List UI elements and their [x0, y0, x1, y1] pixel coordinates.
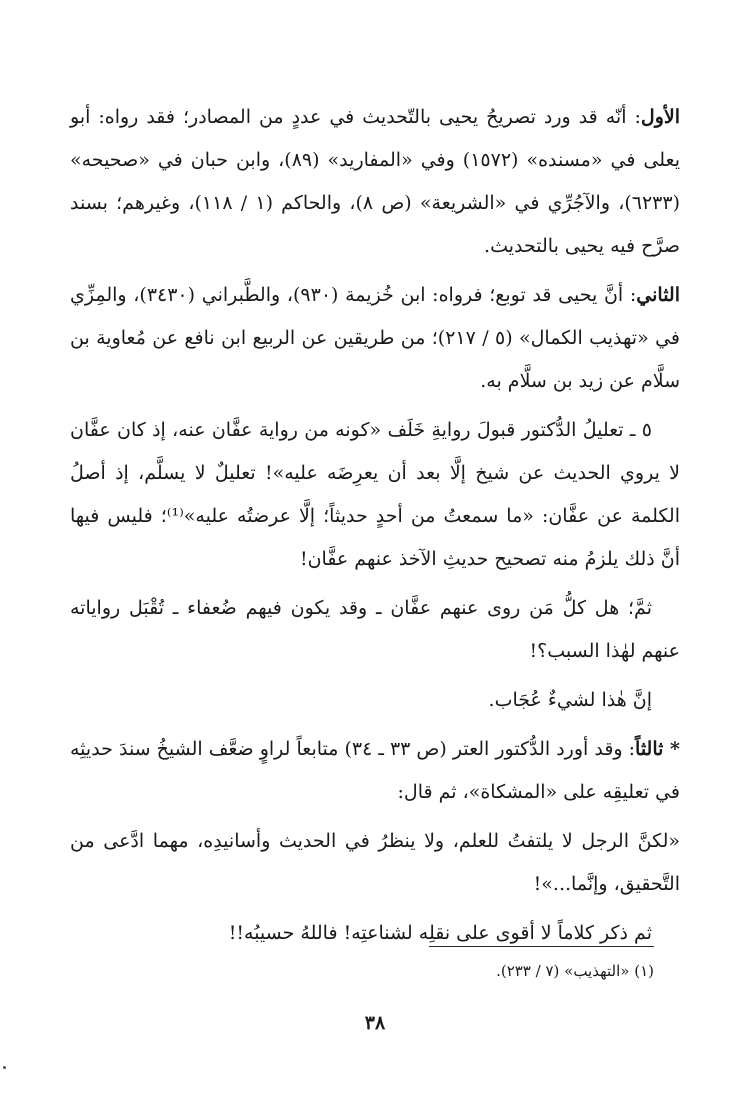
paragraph-second-point	[70, 274, 680, 403]
paragraph-text: : وقد أورد الدُّكتور العتر (ص ٣٣ ـ ٣٤) متابعاً لراوٍ ضعَّف الشيخُ سندَ حديثِه في تعليقِه على «المشكاة»، ثم قال:	[70, 738, 680, 803]
paragraph-closing	[70, 912, 680, 955]
paragraph-exclamation	[70, 679, 680, 722]
paragraph-text: ثم ذكر كلاماً لا أقوى على نقلِه لشناعتِه! فاللهُ حسيبُه!!	[228, 922, 652, 944]
paragraph-text: : أنَّ يحيى قد توبع؛ فرواه: ابن خُزيمة (٩٣٠)، والطَّبراني (٣٤٣٠)، والمِزِّي في «تهذيب الكمال» (٥ / ٢١٧)؛ من طريقين عن الربيع ابن نافع عن مُعاوية بن سلَّام عن زيد بن سلَّام به.	[70, 284, 680, 392]
paragraph-text: ٥ ـ تعليلُ الدُّكتور قبولَ روايةِ خَلَف «كونه من رواية عفَّان عنه، إذ كان عفَّان لا يروي الحديث عن شيخ إلَّا بعد أن يعرِضَه عليه»! تعليلٌ لا يسلَّم، إذ أصلُ الكلمة عن عفَّان: «ما سمعتُ من أحدٍ حديثاً؛ إلَّا عرضتُه عليه»⁽¹⁾؛ فليس فيها أنَّ ذلك يلزمُ منه تصحيح حديثِ الآخذ عنهم عفَّان!	[70, 419, 680, 570]
main-text	[70, 96, 680, 961]
page-number: ٣٨	[364, 1012, 386, 1034]
paragraph-first-point	[70, 96, 680, 268]
scan-speck	[3, 1066, 6, 1069]
paragraph-lead: * ثالثاً	[635, 738, 680, 760]
paragraph-point-five	[70, 409, 680, 581]
paragraph-text: إنَّ هٰذا لشيءٌ عُجَاب.	[488, 689, 652, 711]
paragraph-third-point	[70, 728, 680, 814]
paragraph-question	[70, 587, 680, 673]
paragraph-text: : أنّه قد ورد تصريحُ يحيى بالتّحديث في عددٍ من المصادر؛ فقد رواه: أبو يعلى في «مسنده» (١٥٧٢) وفي «المفاريد» (٨٩)، وابن حبان في «صحيحه» (٦٢٣٣)، والآجُرِّي في «الشريعة» (ص ٨)، والحاكم (١ / ١١٨)، وغيرهم؛ بسند صرَّح فيه يحيى بالتحديث.	[70, 106, 680, 257]
paragraph-quotation	[70, 820, 680, 906]
paragraph-text: «لكنَّ الرجل لا يلتفتُ للعلم، ولا ينظرُ في الحديث وأسانيدِه، مهما ادَّعى من التَّحقيق، وإنَّما...»!	[70, 830, 680, 895]
paragraph-lead: الثاني	[636, 284, 680, 306]
paragraph-text: ثمَّ؛ هل كلُّ مَن روى عنهم عفَّان ـ وقد يكون فيهم ضُعفاء ـ تُقْبَل رواياته عنهم لهٰذا السبب؟!	[70, 597, 680, 662]
paragraph-lead: الأول	[640, 106, 680, 128]
footnote-divider	[429, 946, 654, 947]
footnote: (١) «التهذيب» (٧ / ٢٣٣).	[496, 962, 654, 980]
